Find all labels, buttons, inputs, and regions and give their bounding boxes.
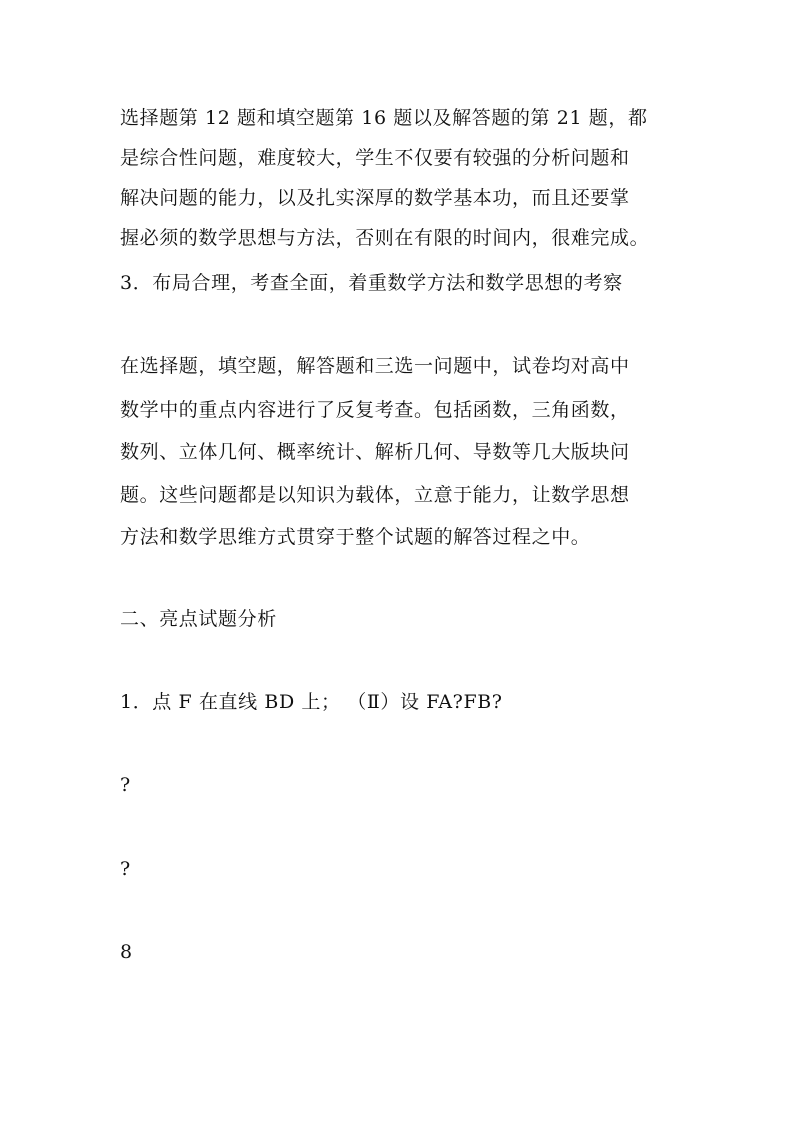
paragraph-line: 选择题第 12 题和填空题第 16 题以及解答题的第 21 题，都: [120, 107, 648, 129]
section-title: 二、亮点试题分析: [120, 608, 277, 630]
paragraph-line: 解决问题的能力，以及扎实深厚的数学基本功，而且还要掌: [120, 187, 630, 209]
section-heading: 3．布局合理，考查全面，着重数学方法和数学思想的考察: [120, 272, 623, 294]
placeholder-mark: ?: [120, 774, 131, 796]
paragraph-line: 方法和数学思维方式贯穿于整个试题的解答过程之中。: [120, 526, 591, 548]
problem-item: 1．点 F 在直线 BD 上； （Ⅱ）设 FA?FB?: [120, 691, 503, 713]
paragraph-line: 在选择题，填空题，解答题和三选一问题中，试卷均对高中: [120, 355, 630, 377]
paragraph-line: 数列、立体几何、概率统计、解析几何、导数等几大版块问: [120, 441, 630, 463]
paragraph-line: 是综合性问题，难度较大，学生不仅要有较强的分析问题和: [120, 147, 630, 169]
placeholder-mark: ?: [120, 858, 131, 880]
paragraph-line: 题。这些问题都是以知识为载体，立意于能力，让数学思想: [120, 484, 630, 506]
page-number: 8: [120, 941, 133, 963]
paragraph-line: 数学中的重点内容进行了反复考查。包括函数，三角函数，: [120, 399, 630, 421]
paragraph-line: 握必须的数学思想与方法，否则在有限的时间内，很难完成。: [120, 227, 650, 249]
